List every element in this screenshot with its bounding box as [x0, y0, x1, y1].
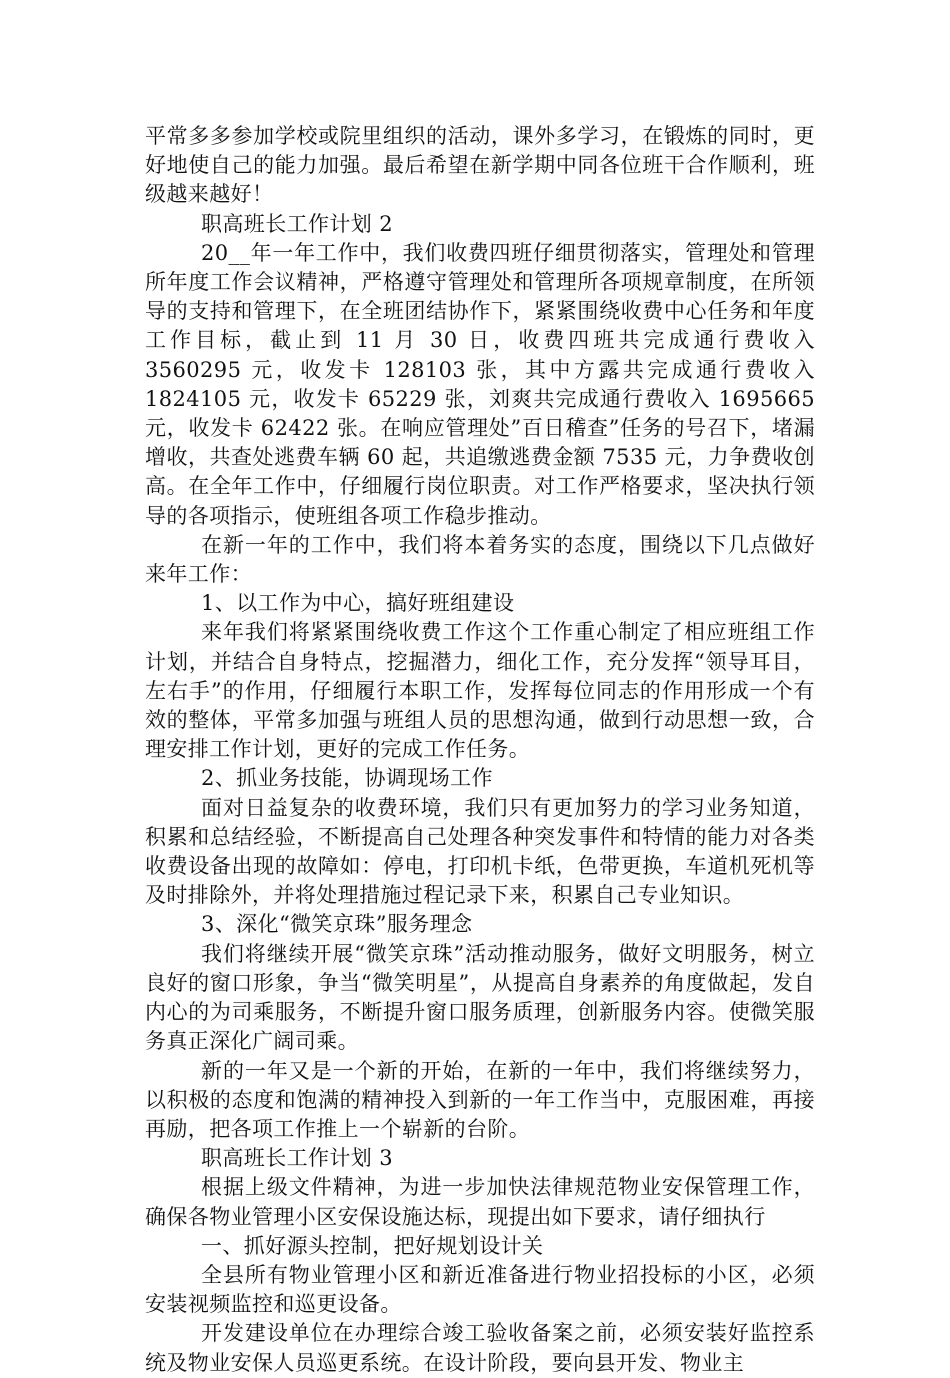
section-heading: 职高班长工作计划 2: [201, 211, 394, 236]
subsection-heading: 1、以工作为中心，搞好班组建设: [201, 591, 515, 616]
paragraph: 我们将继续开展“微笑京珠”活动推动服务，做好文明服务，树立良好的窗口形象，争当“微笑明星”，从提高自身素养的角度做起，发自内心的为司乘服务，不断提升窗口服务质理，创新服务内容。使微笑服务真正深化广阔司乘。: [145, 941, 815, 1054]
paragraph: 平常多多参加学校或院里组织的活动，课外多学习，在锻炼的同时，更好地使自己的能力加强。最后希望在新学期中同各位班干合作顺利，班级越来越好！: [145, 124, 815, 207]
paragraph: 开发建设单位在办理综合竣工验收备案之前，必须安装好监控系统及物业安保人员巡更系统。在设计阶段，要向县开发、物业主: [145, 1321, 815, 1375]
paragraph: 根据上级文件精神，为进一步加快法律规范物业安保管理工作，确保各物业管理小区安保设施达标，现提出如下要求，请仔细执行: [145, 1175, 815, 1229]
paragraph: 面对日益复杂的收费环境，我们只有更加努力的学习业务知道，积累和总结经验，不断提高自己处理各种突发事件和特情的能力对各类收费设备出现的故障如：停电，打印机卡纸，色带更换，车道机死机等及时排除外，并将处理措施过程记录下来，积累自己专业知识。: [145, 795, 815, 908]
paragraph: 新的一年又是一个新的开始，在新的一年中，我们将继续努力，以积极的态度和饱满的精神投入到新的一年工作当中，克服困难，再接再励，把各项工作推上一个崭新的台阶。: [145, 1058, 815, 1141]
subsection-heading: 2、抓业务技能，协调现场工作: [201, 766, 493, 791]
section-heading: 职高班长工作计划 3: [201, 1146, 394, 1171]
paragraph: 来年我们将紧紧围绕收费工作这个工作重心制定了相应班组工作计划，并结合自身特点，挖掘潜力，细化工作，充分发挥“领导耳目，左右手”的作用，仔细履行本职工作，发挥每位同志的作用形成一个有效的整体，平常多加强与班组人员的思想沟通，做到行动思想一致，合理安排工作计划，更好的完成工作任务。: [145, 620, 815, 762]
subsection-heading: 一、抓好源头控制，把好规划设计关: [201, 1233, 544, 1258]
paragraph: 在新一年的工作中，我们将本着务实的态度，围绕以下几点做好来年工作：: [145, 532, 815, 587]
paragraph: 全县所有物业管理小区和新近准备进行物业招投标的小区，必须安装视频监控和巡更设备。: [145, 1262, 815, 1317]
paragraph: 20__年一年工作中，我们收费四班仔细贯彻落实，管理处和管理所年度工作会议精神，严格遵守管理处和管理所各项规章制度，在所领导的支持和管理下，在全班团结协作下，紧紧围绕收费中心任务和年度工作目标，截止到 11 月 30 日，收费四班共完成通行费收入 3560295 元，收发卡 128103 张，其中方露共完成通行费收入 1824105 元，收发卡 65229 张，刘爽共完成通行费收入 1695665 元，收发卡 62422 张。在响应管理处”百日稽查”任务的号召下，堵漏增收，共查处逃费车辆 60 起，共追缴逃费金额 7535 元，力争费收创高。在全年工作中，仔细履行岗位职责。对工作严格要求，坚决执行领导的各项指示，使班组各项工作稳步推动。: [145, 240, 815, 528]
subsection-heading: 3、深化“微笑京珠”服务理念: [201, 912, 473, 937]
document-page: [145, 122, 815, 1378]
